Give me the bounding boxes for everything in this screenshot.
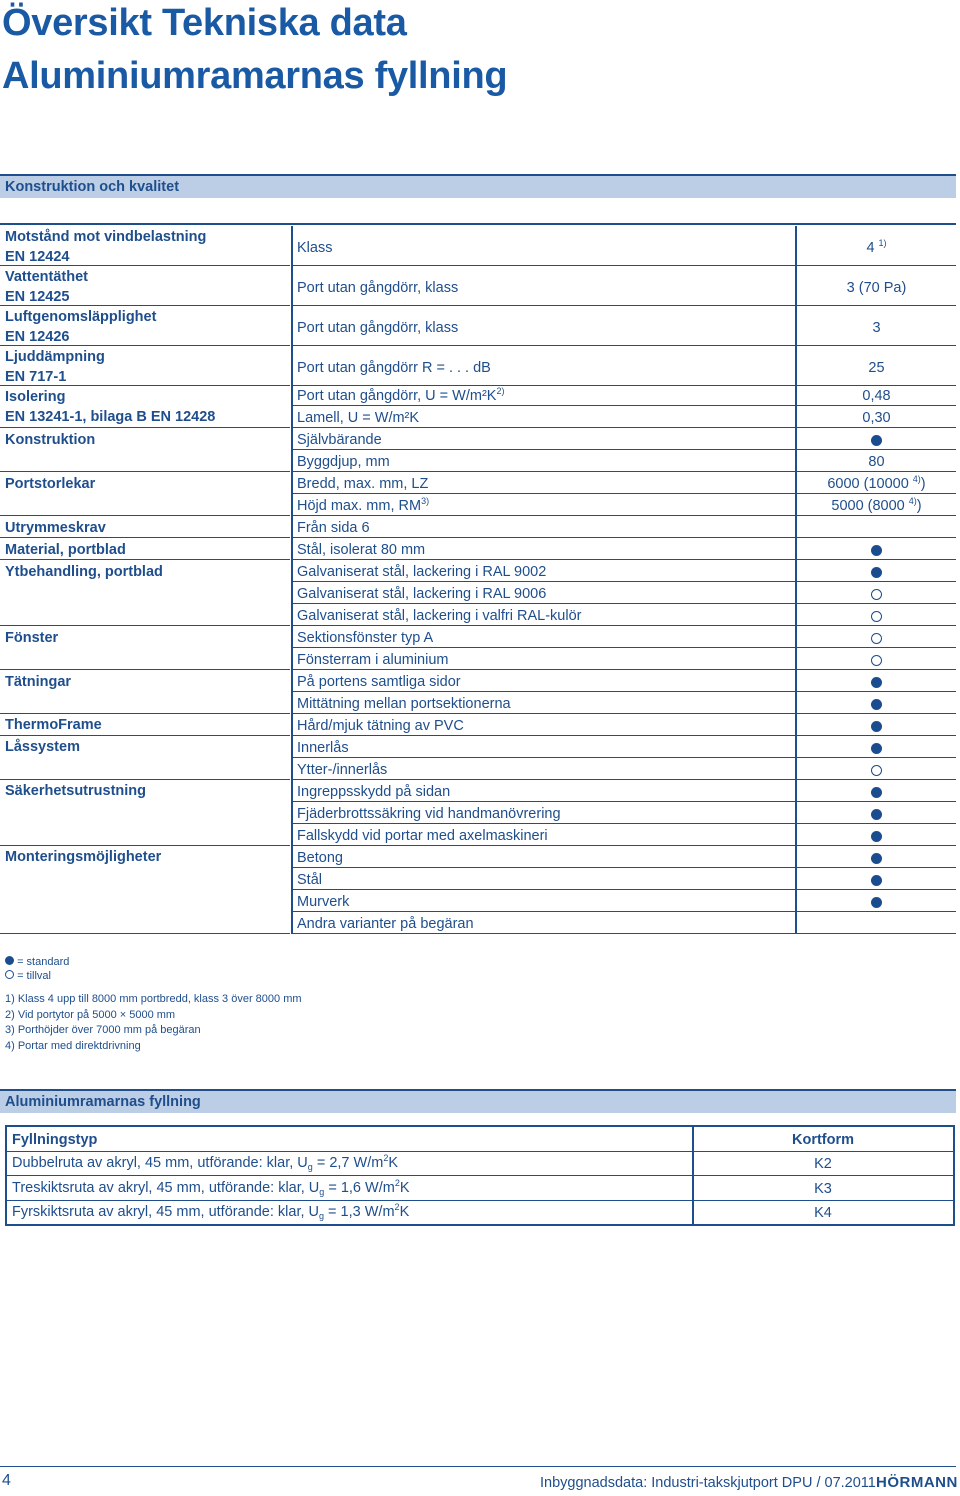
fill-type-part: 2 bbox=[394, 1202, 400, 1212]
description-text: Port utan gångdörr, klass bbox=[297, 280, 459, 296]
spec-row bbox=[293, 912, 956, 934]
spec-row bbox=[293, 386, 956, 406]
spec-label-line: Fönster bbox=[5, 630, 59, 646]
footer-caption: Inbyggnadsdata: Industri-takskjutport DPU / 07.2011 bbox=[540, 1475, 876, 1491]
label-divider bbox=[0, 933, 290, 934]
description-text: Lamell, U = W/m²K bbox=[297, 410, 420, 426]
fill-type-part: K bbox=[399, 1204, 410, 1220]
fill-table bbox=[5, 1125, 955, 1226]
description-text: Fjäderbrottssäkring vid handmanövrering bbox=[297, 806, 561, 822]
spec-label-line: Säkerhetsutrustning bbox=[5, 783, 146, 799]
spec-value bbox=[797, 564, 956, 580]
spec-label-line: EN 717-1 bbox=[5, 368, 67, 385]
spec-value bbox=[797, 696, 956, 712]
spec-description bbox=[297, 240, 332, 256]
brand-logo: HÖRMANN bbox=[876, 1474, 958, 1491]
description-text: Byggdjup, mm bbox=[297, 454, 390, 470]
value-text: 0,48 bbox=[862, 388, 891, 404]
footnote: 1) Klass 4 upp till 8000 mm portbredd, klass 3 över 8000 mm bbox=[5, 993, 302, 1005]
standard-filled-circle-icon bbox=[871, 897, 882, 908]
description-text: Ytter-/innerlås bbox=[297, 762, 388, 778]
fill-table-row bbox=[7, 1201, 953, 1225]
spec-row bbox=[293, 736, 956, 758]
description-text: Hård/mjuk tätning av PVC bbox=[297, 718, 464, 734]
spec-row bbox=[293, 306, 956, 346]
spec-row bbox=[293, 758, 956, 780]
spec-value bbox=[797, 762, 956, 778]
description-text: Mittätning mellan portsektionerna bbox=[297, 696, 511, 712]
spec-description bbox=[297, 432, 382, 448]
fill-table-row bbox=[7, 1152, 953, 1177]
description-text: Bredd, max. mm, LZ bbox=[297, 476, 429, 492]
description-text: Sektionsfönster typ A bbox=[297, 630, 434, 646]
description-text: Port utan gångdörr R = . . . dB bbox=[297, 360, 491, 376]
spec-label-line: Luftgenomsläpplighet bbox=[5, 309, 157, 325]
spec-description bbox=[297, 280, 458, 296]
spec-description bbox=[297, 410, 419, 426]
spec-value bbox=[797, 718, 956, 734]
fill-type-part: 2 bbox=[383, 1153, 389, 1163]
spec-value bbox=[797, 238, 956, 256]
spec-description bbox=[297, 652, 449, 668]
spec-row bbox=[293, 494, 956, 516]
spec-row bbox=[293, 472, 956, 494]
spec-value bbox=[797, 806, 956, 822]
spec-value bbox=[797, 784, 956, 800]
spec-row bbox=[293, 516, 956, 538]
fill-type-part: = 1,6 W/m bbox=[324, 1179, 395, 1196]
spec-label bbox=[5, 716, 102, 736]
value-text: 25 bbox=[868, 360, 885, 376]
kortform-cell: K2 bbox=[814, 1156, 832, 1172]
spec-description bbox=[297, 674, 461, 690]
description-text: Från sida 6 bbox=[297, 520, 370, 536]
spec-row bbox=[293, 692, 956, 714]
page-subtitle: Aluminiumramarnas fyllning bbox=[2, 55, 508, 97]
spec-description bbox=[297, 850, 343, 866]
spec-label-line: Låssystem bbox=[5, 739, 80, 755]
spec-value bbox=[797, 652, 956, 668]
spec-value bbox=[797, 320, 956, 336]
footnote-marker: 4) bbox=[912, 474, 921, 484]
spec-row bbox=[293, 780, 956, 802]
spec-value bbox=[797, 850, 956, 866]
spec-value bbox=[797, 496, 956, 514]
spec-row bbox=[293, 802, 956, 824]
description-text: På portens samtliga sidor bbox=[297, 674, 461, 690]
label-divider bbox=[0, 669, 290, 670]
spec-value bbox=[797, 360, 956, 376]
fill-type-part: K bbox=[399, 1179, 410, 1196]
description-text: Klass bbox=[297, 240, 333, 256]
value-text: 5000 (8000 bbox=[831, 498, 905, 514]
label-divider bbox=[0, 625, 290, 626]
spec-value bbox=[797, 674, 956, 690]
standard-filled-circle-icon bbox=[871, 875, 882, 886]
description-text: Port utan gångdörr, klass bbox=[297, 320, 459, 336]
value-text: 0,30 bbox=[862, 410, 891, 426]
column-header-fyllningstyp: Fyllningstyp bbox=[12, 1131, 98, 1148]
spec-value bbox=[797, 280, 956, 296]
page-title: Översikt Tekniska data bbox=[2, 2, 407, 44]
description-text: Stål bbox=[297, 872, 322, 888]
spec-label-line: EN 13241-1, bilaga B EN 12428 bbox=[5, 408, 216, 425]
value-text: 3 bbox=[872, 320, 881, 336]
spec-description bbox=[297, 718, 464, 734]
open-circle-icon bbox=[5, 970, 14, 979]
spec-label-line: Ljuddämpning bbox=[5, 349, 105, 365]
option-open-circle-icon bbox=[871, 655, 882, 666]
footnote-marker: 2) bbox=[496, 386, 505, 396]
standard-filled-circle-icon bbox=[871, 809, 882, 820]
spec-label bbox=[5, 563, 163, 583]
spec-label bbox=[5, 348, 105, 387]
fill-type-part: K bbox=[388, 1155, 398, 1171]
spec-label bbox=[5, 475, 95, 495]
spec-description bbox=[297, 894, 349, 910]
value-text: 80 bbox=[868, 454, 885, 470]
fill-type-part: g bbox=[319, 1211, 325, 1221]
label-divider bbox=[0, 345, 290, 346]
page-number: 4 bbox=[2, 1472, 11, 1489]
spec-label-line: Monteringsmöjligheter bbox=[5, 849, 162, 865]
spec-value bbox=[797, 608, 956, 624]
description-text: Innerlås bbox=[297, 740, 349, 756]
spec-value bbox=[797, 542, 956, 558]
label-divider bbox=[0, 305, 290, 306]
spec-label bbox=[5, 519, 106, 539]
legend-tillval: = tillval bbox=[5, 969, 51, 984]
label-divider bbox=[0, 845, 290, 846]
standard-filled-circle-icon bbox=[871, 853, 882, 864]
description-text: Murverk bbox=[297, 894, 350, 910]
spec-label-line: Motstånd mot vindbelastning bbox=[5, 229, 207, 245]
description-text: Ingreppsskydd på sidan bbox=[297, 784, 451, 800]
spec-label bbox=[5, 738, 80, 758]
spec-value bbox=[797, 630, 956, 646]
option-open-circle-icon bbox=[871, 765, 882, 776]
spec-row bbox=[293, 538, 956, 560]
spec-row bbox=[293, 582, 956, 604]
fill-type-cell bbox=[12, 1202, 409, 1221]
fill-type-part: 2 bbox=[394, 1177, 400, 1188]
description-text: Andra varianter på begäran bbox=[297, 916, 474, 932]
standard-filled-circle-icon bbox=[871, 545, 882, 556]
spec-description bbox=[297, 320, 458, 336]
spec-label bbox=[5, 431, 95, 451]
spec-row bbox=[293, 670, 956, 692]
spec-description bbox=[297, 828, 548, 844]
spec-description bbox=[297, 496, 429, 514]
spec-row bbox=[293, 560, 956, 582]
spec-description bbox=[297, 454, 390, 470]
spec-description bbox=[297, 740, 349, 756]
spec-label bbox=[5, 228, 206, 267]
standard-filled-circle-icon bbox=[871, 787, 882, 798]
spec-description bbox=[297, 476, 428, 492]
spec-description bbox=[297, 784, 450, 800]
standard-filled-circle-icon bbox=[871, 743, 882, 754]
standard-filled-circle-icon bbox=[871, 677, 882, 688]
fill-type-part: Dubbelruta av akryl, 45 mm, utförande: klar, U bbox=[12, 1155, 308, 1171]
description-text: Galvaniserat stål, lackering i RAL 9002 bbox=[297, 564, 547, 580]
kortform-cell: K4 bbox=[814, 1205, 832, 1221]
spec-row bbox=[293, 450, 956, 472]
spec-label bbox=[5, 673, 71, 693]
value-tail: ) bbox=[920, 476, 926, 492]
spec-value bbox=[797, 454, 956, 470]
standard-filled-circle-icon bbox=[871, 831, 882, 842]
standard-filled-circle-icon bbox=[871, 567, 882, 578]
description-text: Port utan gångdörr, U = W/m²K bbox=[297, 388, 497, 404]
footnote-marker: 4) bbox=[908, 496, 917, 506]
spec-description bbox=[297, 542, 425, 558]
spec-label-line: Portstorlekar bbox=[5, 476, 96, 492]
spec-row bbox=[293, 226, 956, 266]
spec-value bbox=[797, 740, 956, 756]
footnote: 3) Porthöjder över 7000 mm på begäran bbox=[5, 1024, 201, 1036]
standard-filled-circle-icon bbox=[871, 699, 882, 710]
spec-value bbox=[797, 872, 956, 888]
spec-description bbox=[297, 608, 581, 624]
description-text: Betong bbox=[297, 850, 343, 866]
description-text: Galvaniserat stål, lackering i valfri RAL-kulör bbox=[297, 608, 582, 624]
spec-value bbox=[797, 586, 956, 602]
spec-row bbox=[293, 346, 956, 386]
value-text: 3 (70 Pa) bbox=[846, 280, 907, 296]
label-divider bbox=[0, 559, 290, 560]
label-divider bbox=[0, 265, 290, 266]
fill-type-cell bbox=[12, 1153, 398, 1172]
spec-label-line: EN 12424 bbox=[5, 248, 70, 265]
spec-value bbox=[797, 432, 956, 448]
footer-divider bbox=[0, 1466, 956, 1467]
fill-table-header bbox=[7, 1127, 953, 1152]
fill-type-part: = 2,7 W/m bbox=[312, 1155, 384, 1171]
spec-row bbox=[293, 406, 956, 428]
fill-type-cell bbox=[12, 1178, 410, 1197]
label-divider bbox=[0, 713, 290, 714]
spec-row bbox=[293, 846, 956, 868]
fill-type-part: g bbox=[307, 1162, 313, 1172]
label-divider bbox=[0, 427, 290, 428]
spec-description bbox=[297, 564, 546, 580]
option-open-circle-icon bbox=[871, 633, 882, 644]
spec-description bbox=[297, 696, 511, 712]
spec-row bbox=[293, 714, 956, 736]
spec-label-line: EN 12426 bbox=[5, 328, 70, 345]
section-header-konstruktion: Konstruktion och kvalitet bbox=[0, 174, 956, 198]
label-divider bbox=[0, 735, 290, 736]
kortform-cell: K3 bbox=[814, 1180, 832, 1197]
footnote: 2) Vid portytor på 5000 × 5000 mm bbox=[5, 1009, 176, 1021]
spec-description bbox=[297, 386, 504, 404]
spec-label-line: ThermoFrame bbox=[5, 717, 102, 733]
label-divider bbox=[0, 537, 290, 538]
spec-description bbox=[297, 586, 546, 602]
spec-label-line: EN 12425 bbox=[5, 288, 70, 305]
option-open-circle-icon bbox=[871, 611, 882, 622]
table-top-rule bbox=[0, 223, 956, 225]
spec-description bbox=[297, 872, 322, 888]
spec-label-line: Ytbehandling, portblad bbox=[5, 564, 163, 580]
spec-description bbox=[297, 916, 474, 932]
spec-value bbox=[797, 410, 956, 426]
spec-row bbox=[293, 626, 956, 648]
spec-row bbox=[293, 604, 956, 626]
standard-filled-circle-icon bbox=[871, 435, 882, 446]
description-text: Stål, isolerat 80 mm bbox=[297, 542, 426, 558]
fill-table-row bbox=[7, 1176, 953, 1201]
legend-standard: = standard bbox=[5, 955, 69, 970]
spec-label bbox=[5, 848, 161, 868]
label-divider bbox=[0, 515, 290, 516]
spec-label bbox=[5, 388, 215, 427]
description-text: Galvaniserat stål, lackering i RAL 9006 bbox=[297, 586, 547, 602]
fill-type-part: g bbox=[319, 1186, 325, 1197]
spec-value bbox=[797, 388, 956, 404]
spec-row bbox=[293, 266, 956, 306]
spec-label bbox=[5, 268, 88, 307]
footnote-marker: 3) bbox=[421, 496, 430, 506]
spec-value bbox=[797, 828, 956, 844]
spec-description bbox=[297, 360, 491, 376]
label-divider bbox=[0, 385, 290, 386]
filled-circle-icon bbox=[5, 956, 14, 965]
standard-filled-circle-icon bbox=[871, 721, 882, 732]
spec-label bbox=[5, 308, 156, 347]
spec-description bbox=[297, 520, 370, 536]
label-divider bbox=[0, 471, 290, 472]
spec-label bbox=[5, 541, 126, 561]
spec-label bbox=[5, 629, 58, 649]
spec-row bbox=[293, 890, 956, 912]
spec-label-line: Vattentäthet bbox=[5, 269, 88, 285]
description-text: Fallskydd vid portar med axelmaskineri bbox=[297, 828, 548, 844]
spec-description bbox=[297, 630, 433, 646]
value-text: 6000 (10000 bbox=[827, 476, 909, 492]
footnote-marker: 1) bbox=[878, 238, 887, 248]
description-text: Höjd max. mm, RM bbox=[297, 498, 422, 514]
fill-type-part: = 1,3 W/m bbox=[324, 1204, 395, 1220]
spec-row bbox=[293, 824, 956, 846]
spec-row bbox=[293, 648, 956, 670]
option-open-circle-icon bbox=[871, 589, 882, 600]
footnote: 4) Portar med direktdrivning bbox=[5, 1040, 141, 1052]
section-header-fyllning: Aluminiumramarnas fyllning bbox=[0, 1089, 956, 1113]
spec-description bbox=[297, 806, 561, 822]
spec-value bbox=[797, 474, 956, 492]
spec-value bbox=[797, 894, 956, 910]
spec-label-line: Material, portblad bbox=[5, 542, 126, 558]
spec-row bbox=[293, 868, 956, 890]
fill-type-part: Fyrskiktsruta av akryl, 45 mm, utförande: klar, U bbox=[12, 1204, 320, 1220]
spec-label-line: Utrymmeskrav bbox=[5, 520, 106, 536]
spec-label-line: Tätningar bbox=[5, 674, 72, 690]
description-text: Självbärande bbox=[297, 432, 382, 448]
spec-label-line: Konstruktion bbox=[5, 432, 96, 448]
spec-row bbox=[293, 428, 956, 450]
spec-label-line: Isolering bbox=[5, 389, 66, 405]
value-tail: ) bbox=[916, 498, 922, 514]
spec-description bbox=[297, 762, 387, 778]
fill-type-part: Treskiktsruta av akryl, 45 mm, utförande: klar, U bbox=[12, 1179, 320, 1196]
column-header-kortform: Kortform bbox=[791, 1131, 855, 1148]
label-divider bbox=[0, 779, 290, 780]
value-text: 4 bbox=[866, 240, 875, 256]
description-text: Fönsterram i aluminium bbox=[297, 652, 449, 668]
spec-label bbox=[5, 782, 146, 802]
